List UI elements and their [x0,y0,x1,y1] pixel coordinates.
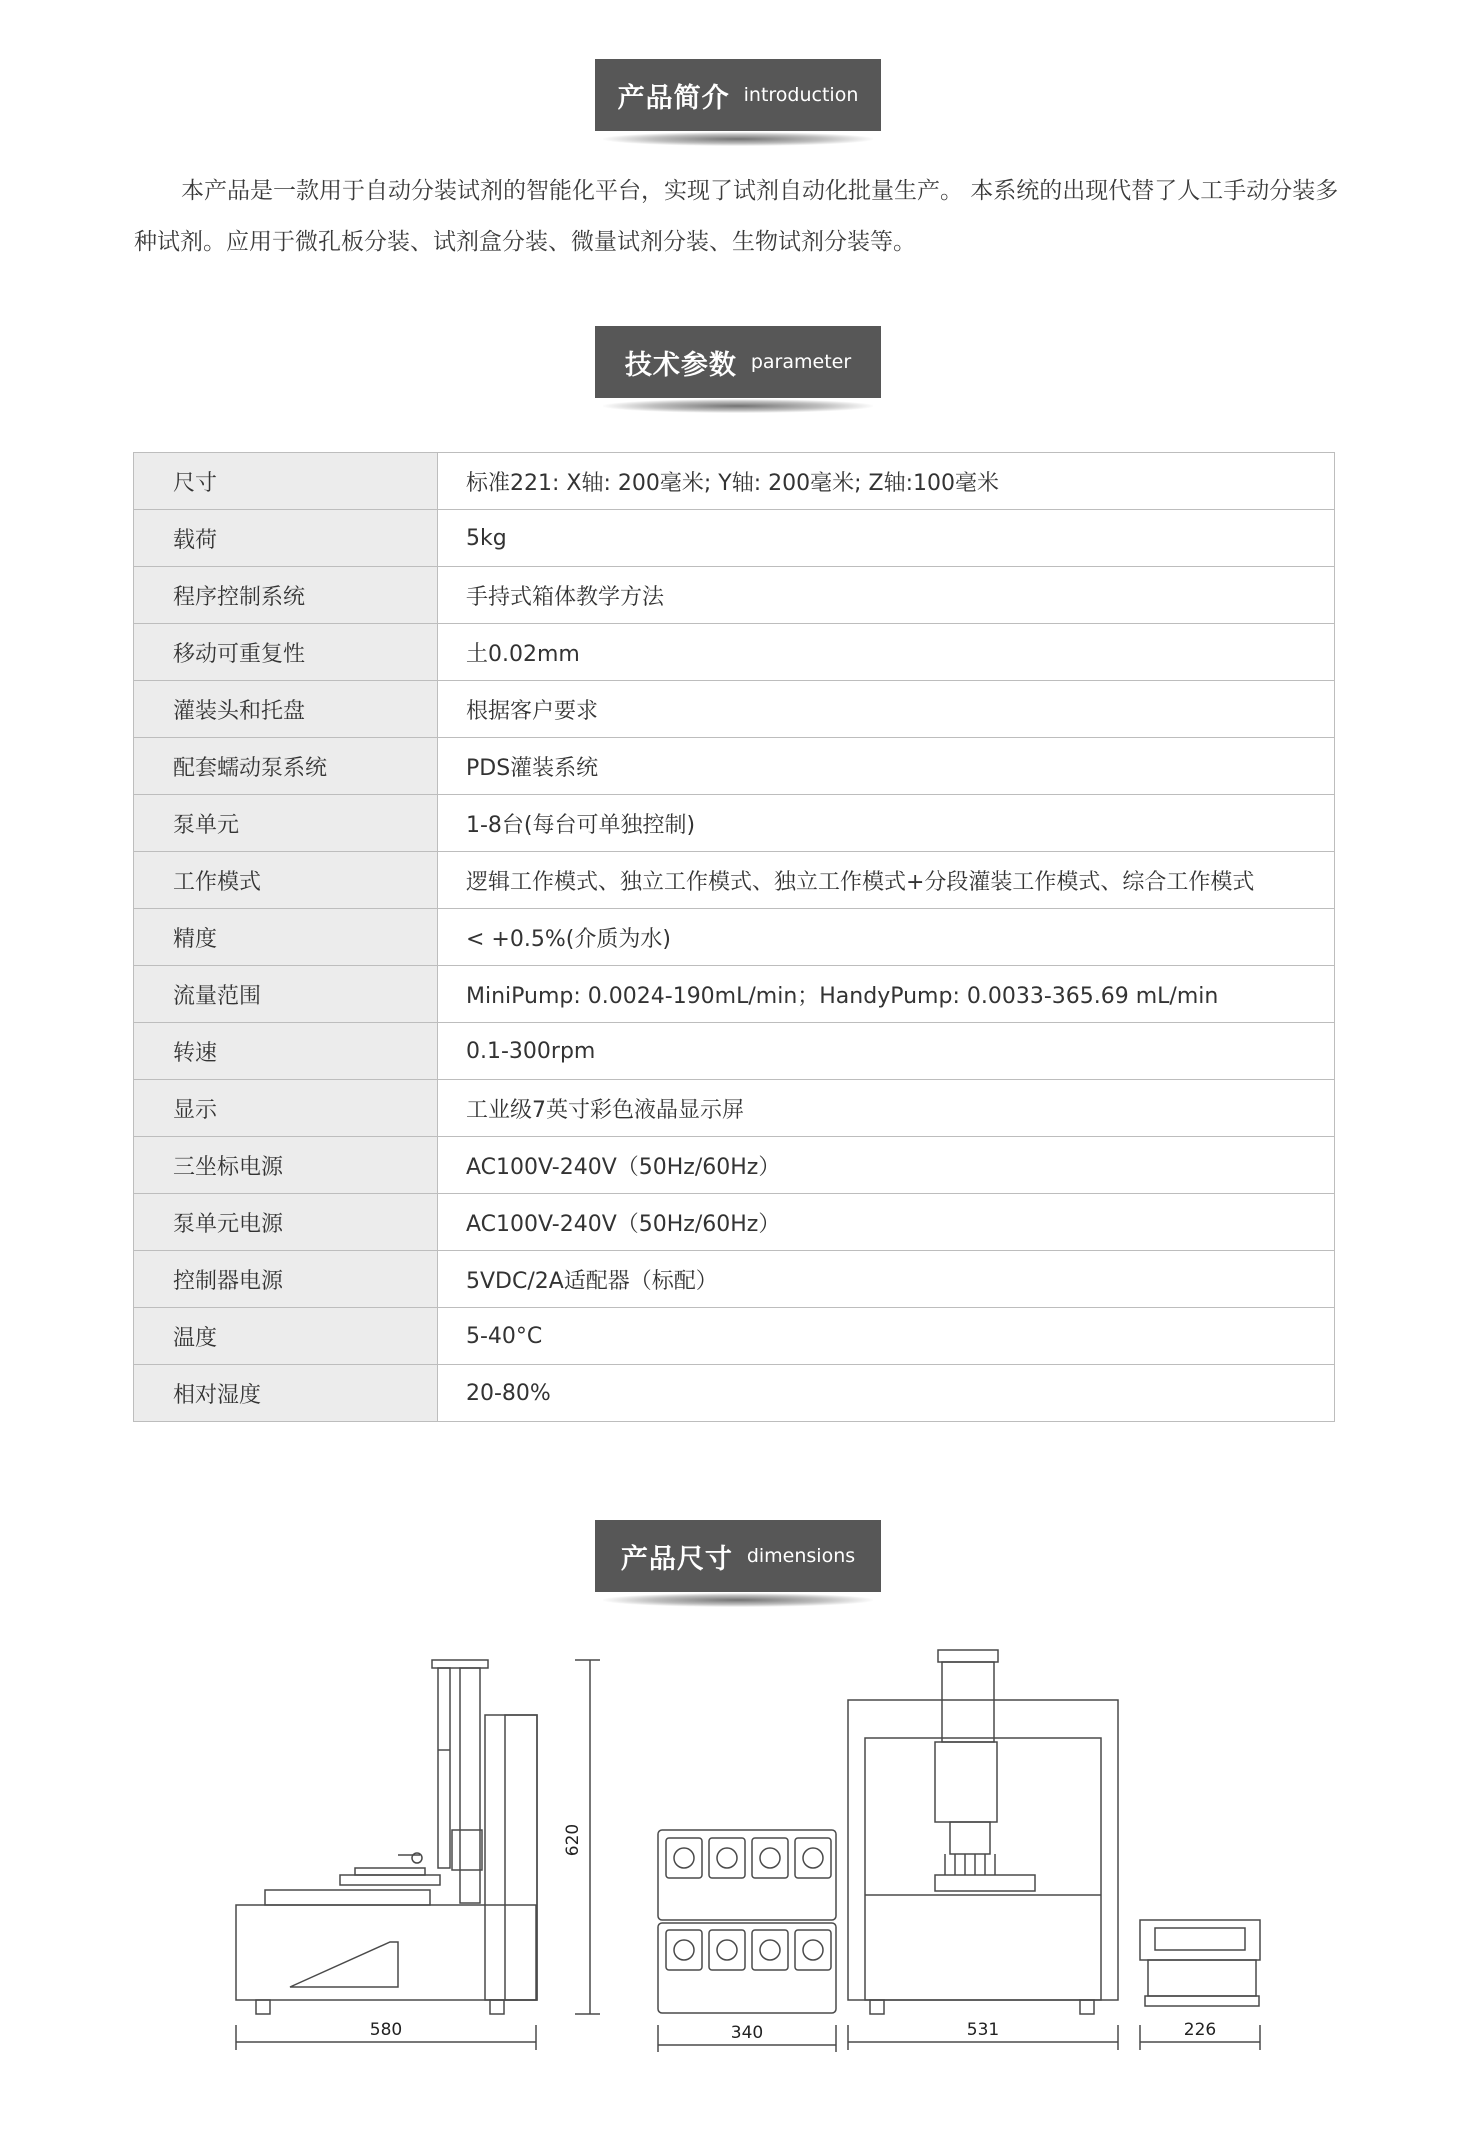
front-view [848,1650,1118,2014]
dimension-drawing [220,1630,1270,2060]
param-key: 转速 [134,1023,438,1080]
side-view [236,1660,537,2014]
pump-units [658,1830,836,2013]
table-row [134,510,1335,567]
param-value: 1-8台(每台可单独控制) [438,795,1335,852]
param-value: 0.1-300rpm [438,1023,1335,1080]
section-title-zh: 产品简介 [617,82,730,114]
param-key: 程序控制系统 [134,567,438,624]
table-row [134,852,1335,909]
dim-label-controller-width: 226 [1183,2020,1217,2040]
table-row [134,1194,1335,1251]
param-value: 5-40°C [438,1308,1335,1365]
param-key: 控制器电源 [134,1251,438,1308]
section-title-introduction [595,59,881,131]
table-row [134,738,1335,795]
param-value: 土0.02mm [438,624,1335,681]
section-title-zh: 技术参数 [624,349,737,381]
table-row [134,453,1335,510]
intro-paragraph: 本产品是一款用于自动分装试剂的智能化平台，实现了试剂自动化批量生产。 本系统的出现代替了人工手动分装多种试剂。应用于微孔板分装、试剂盒分装、微量试剂分装、生物试剂分装等。 [134,178,1339,255]
param-key: 相对湿度 [134,1365,438,1422]
param-key: 尺寸 [134,453,438,510]
param-key: 温度 [134,1308,438,1365]
dim-label-front-width: 531 [966,2020,1000,2040]
param-key: 泵单元 [134,795,438,852]
section-title-zh: 产品尺寸 [620,1543,733,1575]
section-title-en: introduction [743,84,859,106]
section-title-en: dimensions [746,1545,856,1567]
param-value: AC100V-240V（50Hz/60Hz） [438,1137,1335,1194]
param-key: 流量范围 [134,966,438,1023]
param-key: 移动可重复性 [134,624,438,681]
badge-shadow [603,1593,873,1607]
section-title-dimensions [595,1520,881,1592]
param-value: 手持式箱体教学方法 [438,567,1335,624]
param-value: AC100V-240V（50Hz/60Hz） [438,1194,1335,1251]
param-key: 配套蠕动泵系统 [134,738,438,795]
param-value: 5VDC/2A适配器（标配） [438,1251,1335,1308]
table-row [134,1080,1335,1137]
table-row [134,909,1335,966]
badge-shadow [603,132,873,146]
param-value: 5kg [438,510,1335,567]
param-key: 灌装头和托盘 [134,681,438,738]
param-value: 逻辑工作模式、独立工作模式、独立工作模式+分段灌装工作模式、综合工作模式 [438,852,1335,909]
param-value: PDS灌装系统 [438,738,1335,795]
controller [1140,1920,1260,2006]
table-row [134,966,1335,1023]
dim-label-side-height: 620 [563,1823,583,1857]
table-row [134,1308,1335,1365]
table-row [134,624,1335,681]
table-row [134,1251,1335,1308]
parameter-table [133,452,1335,1422]
table-row [134,795,1335,852]
param-key: 泵单元电源 [134,1194,438,1251]
table-row [134,567,1335,624]
dim-label-side-width: 580 [369,2020,403,2040]
param-value: MiniPump: 0.0024-190mL/min；HandyPump: 0.0033-365.69 mL/min [438,966,1335,1023]
table-row [134,681,1335,738]
section-title-parameter [595,326,881,398]
dim-label-pump-width: 340 [730,2023,764,2043]
param-key: 工作模式 [134,852,438,909]
param-key: 载荷 [134,510,438,567]
param-key: 精度 [134,909,438,966]
table-row [134,1023,1335,1080]
table-row [134,1137,1335,1194]
table-row [134,1365,1335,1422]
badge-shadow [603,399,873,413]
param-value: 标准221: X轴: 200毫米; Y轴: 200毫米; Z轴:100毫米 [438,453,1335,510]
param-value: 工业级7英寸彩色液晶显示屏 [438,1080,1335,1137]
param-value: 根据客户要求 [438,681,1335,738]
param-value: 20-80% [438,1365,1335,1422]
param-key: 三坐标电源 [134,1137,438,1194]
section-title-en: parameter [750,351,852,373]
param-value: < +0.5%(介质为水) [438,909,1335,966]
param-key: 显示 [134,1080,438,1137]
